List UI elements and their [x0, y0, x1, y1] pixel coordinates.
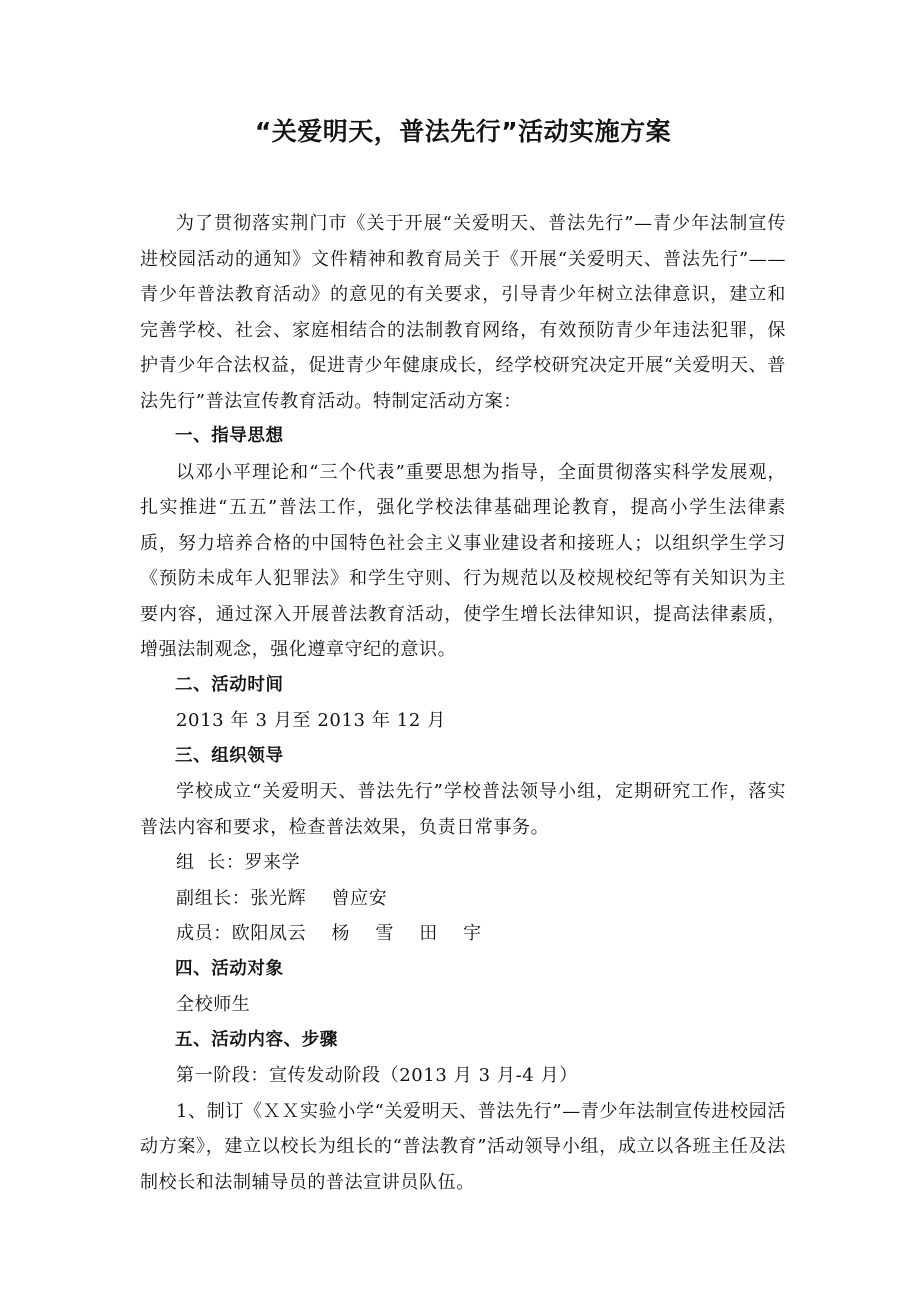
section-paragraph: 以邓小平理论和“三个代表”重要思想为指导，全面贯彻落实科学发展观，扎实推进“五五”普法工作，强化学校法律基础理论教育，提高小学生法律素质，努力培养合格的中国特色社会主义事业建设者和接班人；以组织学生学习《预防未成年人犯罪法》和学生守则、行为规范以及校规校纪等有关知识为主要内容，通过深入开展普法教育活动，使学生增长法律知识，提高法律素质，增强法制观念，强化遵章守纪的意识。 [140, 461, 786, 660]
section-heading: 五、活动内容、步骤 [175, 1029, 338, 1050]
intro-section [140, 206, 786, 419]
section-content-steps [140, 1023, 786, 1201]
section-organization [140, 739, 786, 952]
leader-line: 组 长：罗来学 [176, 852, 301, 873]
document-title: “关爱明天，普法先行”活动实施方案 [254, 117, 672, 146]
section-heading: 二、活动时间 [175, 674, 284, 695]
section-paragraph: 学校成立“关爱明天、普法先行”学校普法领导小组，定期研究工作，落实普法内容和要求，检查普法效果，负责日常事务。 [140, 781, 786, 838]
document-content [140, 112, 786, 1200]
step-item: 1、制订《ＸＸ实验小学“关爱明天、普法先行”—青少年法制宣传进校园活动方案》，建立以校长为组长的“普法教育”活动领导小组，成立以各班主任及法制校长和法制辅导员的普法宣讲员队伍。 [140, 1100, 786, 1193]
section-heading: 一、指导思想 [175, 426, 284, 446]
section-heading: 三、组织领导 [175, 745, 284, 766]
section-paragraph: 全校师生 [176, 994, 251, 1015]
stage-line: 第一阶段：宣传发动阶段（2013 月 3 月-4 月） [176, 1065, 578, 1086]
section-heading: 四、活动对象 [175, 958, 284, 979]
section-paragraph: 2013 年 3 月至 2013 年 12 月 [176, 710, 446, 731]
section-activity-time [140, 668, 786, 739]
deputy-leader-line: 副组长：张光辉 曾应安 [176, 887, 388, 909]
section-target-audience [140, 952, 786, 1023]
members-line: 成员：欧阳凤云 杨 雪 田 宇 [176, 923, 482, 944]
section-guiding-ideology [140, 419, 786, 668]
intro-paragraph: 为了贯彻落实荆门市《关于开展“关爱明天、普法先行”—青少年法制宣传进校园活动的通知》文件精神和教育局关于《开展“关爱明天、普法先行”——青少年普法教育活动》的意见的有关要求，引导青少年树立法律意识，建立和完善学校、社会、家庭相结合的法制教育网络，有效预防青少年违法犯罪，保护青少年合法权益，促进青少年健康成长，经学校研究决定开展“关爱明天、普法先行”普法宣传教育活动。特制定活动方案： [140, 213, 786, 412]
